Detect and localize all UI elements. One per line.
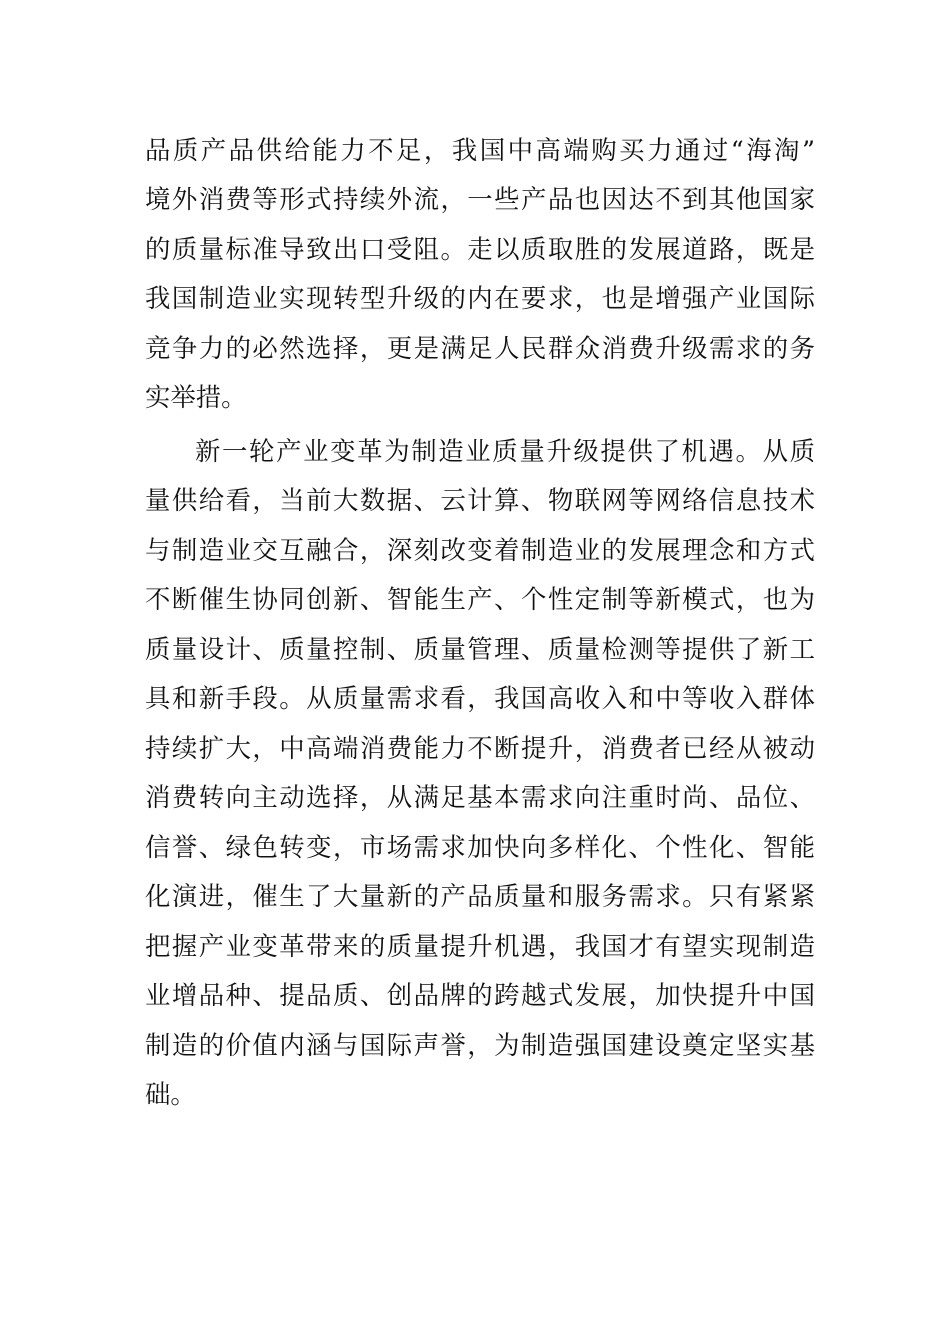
paragraph-2-line-8: 消费转向主动选择，从满足基本需求向注重时尚、品位、: [145, 782, 815, 812]
paragraph-2-line-9: 信誉、绿色转变，市场需求加快向多样化、个性化、智能: [145, 832, 815, 862]
paragraph-2-line-3: 与制造业交互融合，深刻改变着制造业的发展理念和方式: [145, 535, 815, 565]
paragraph-2-line-6: 具和新手段。从质量需求看，我国高收入和中等收入群体: [145, 683, 815, 713]
paragraph-1-line-4: 我国制造业实现转型升级的内在要求，也是增强产业国际: [145, 283, 815, 313]
paragraph-2-line-5: 质量设计、质量控制、质量管理、质量检测等提供了新工: [145, 634, 815, 664]
paragraph-2-line-13: 制造的价值内涵与国际声誉，为制造强国建设奠定坚实基: [145, 1030, 815, 1060]
paragraph-2-line-4: 不断催生协同创新、智能生产、个性定制等新模式，也为: [145, 584, 815, 614]
paragraph-2-line-7: 持续扩大，中高端消费能力不断提升，消费者已经从被动: [145, 733, 815, 763]
paragraph-1-line-2: 境外消费等形式持续外流，一些产品也因达不到其他国家: [145, 184, 815, 214]
paragraph-2-line-12: 业增品种、提品质、创品牌的跨越式发展，加快提升中国: [145, 980, 815, 1010]
paragraph-2-line-11: 把握产业变革带来的质量提升机遇，我国才有望实现制造: [145, 931, 815, 961]
paragraph-1-line-1: 品质产品供给能力不足，我国中高端购买力通过“海淘”: [145, 135, 815, 165]
paragraph-2-line-10: 化演进，催生了大量新的产品质量和服务需求。只有紧紧: [145, 881, 815, 911]
paragraph-1-line-5: 竞争力的必然选择，更是满足人民群众消费升级需求的务: [145, 333, 815, 363]
paragraph-1-line-6: 实举措。: [145, 382, 247, 412]
paragraph-2-line-14: 础。: [145, 1079, 196, 1109]
paragraph-2-line-2: 量供给看，当前大数据、云计算、物联网等网络信息技术: [145, 485, 815, 515]
paragraph-2-line-1: 新一轮产业变革为制造业质量升级提供了机遇。从质: [195, 436, 815, 466]
paragraph-1-line-3: 的质量标准导致出口受阻。走以质取胜的发展道路，既是: [145, 234, 815, 264]
